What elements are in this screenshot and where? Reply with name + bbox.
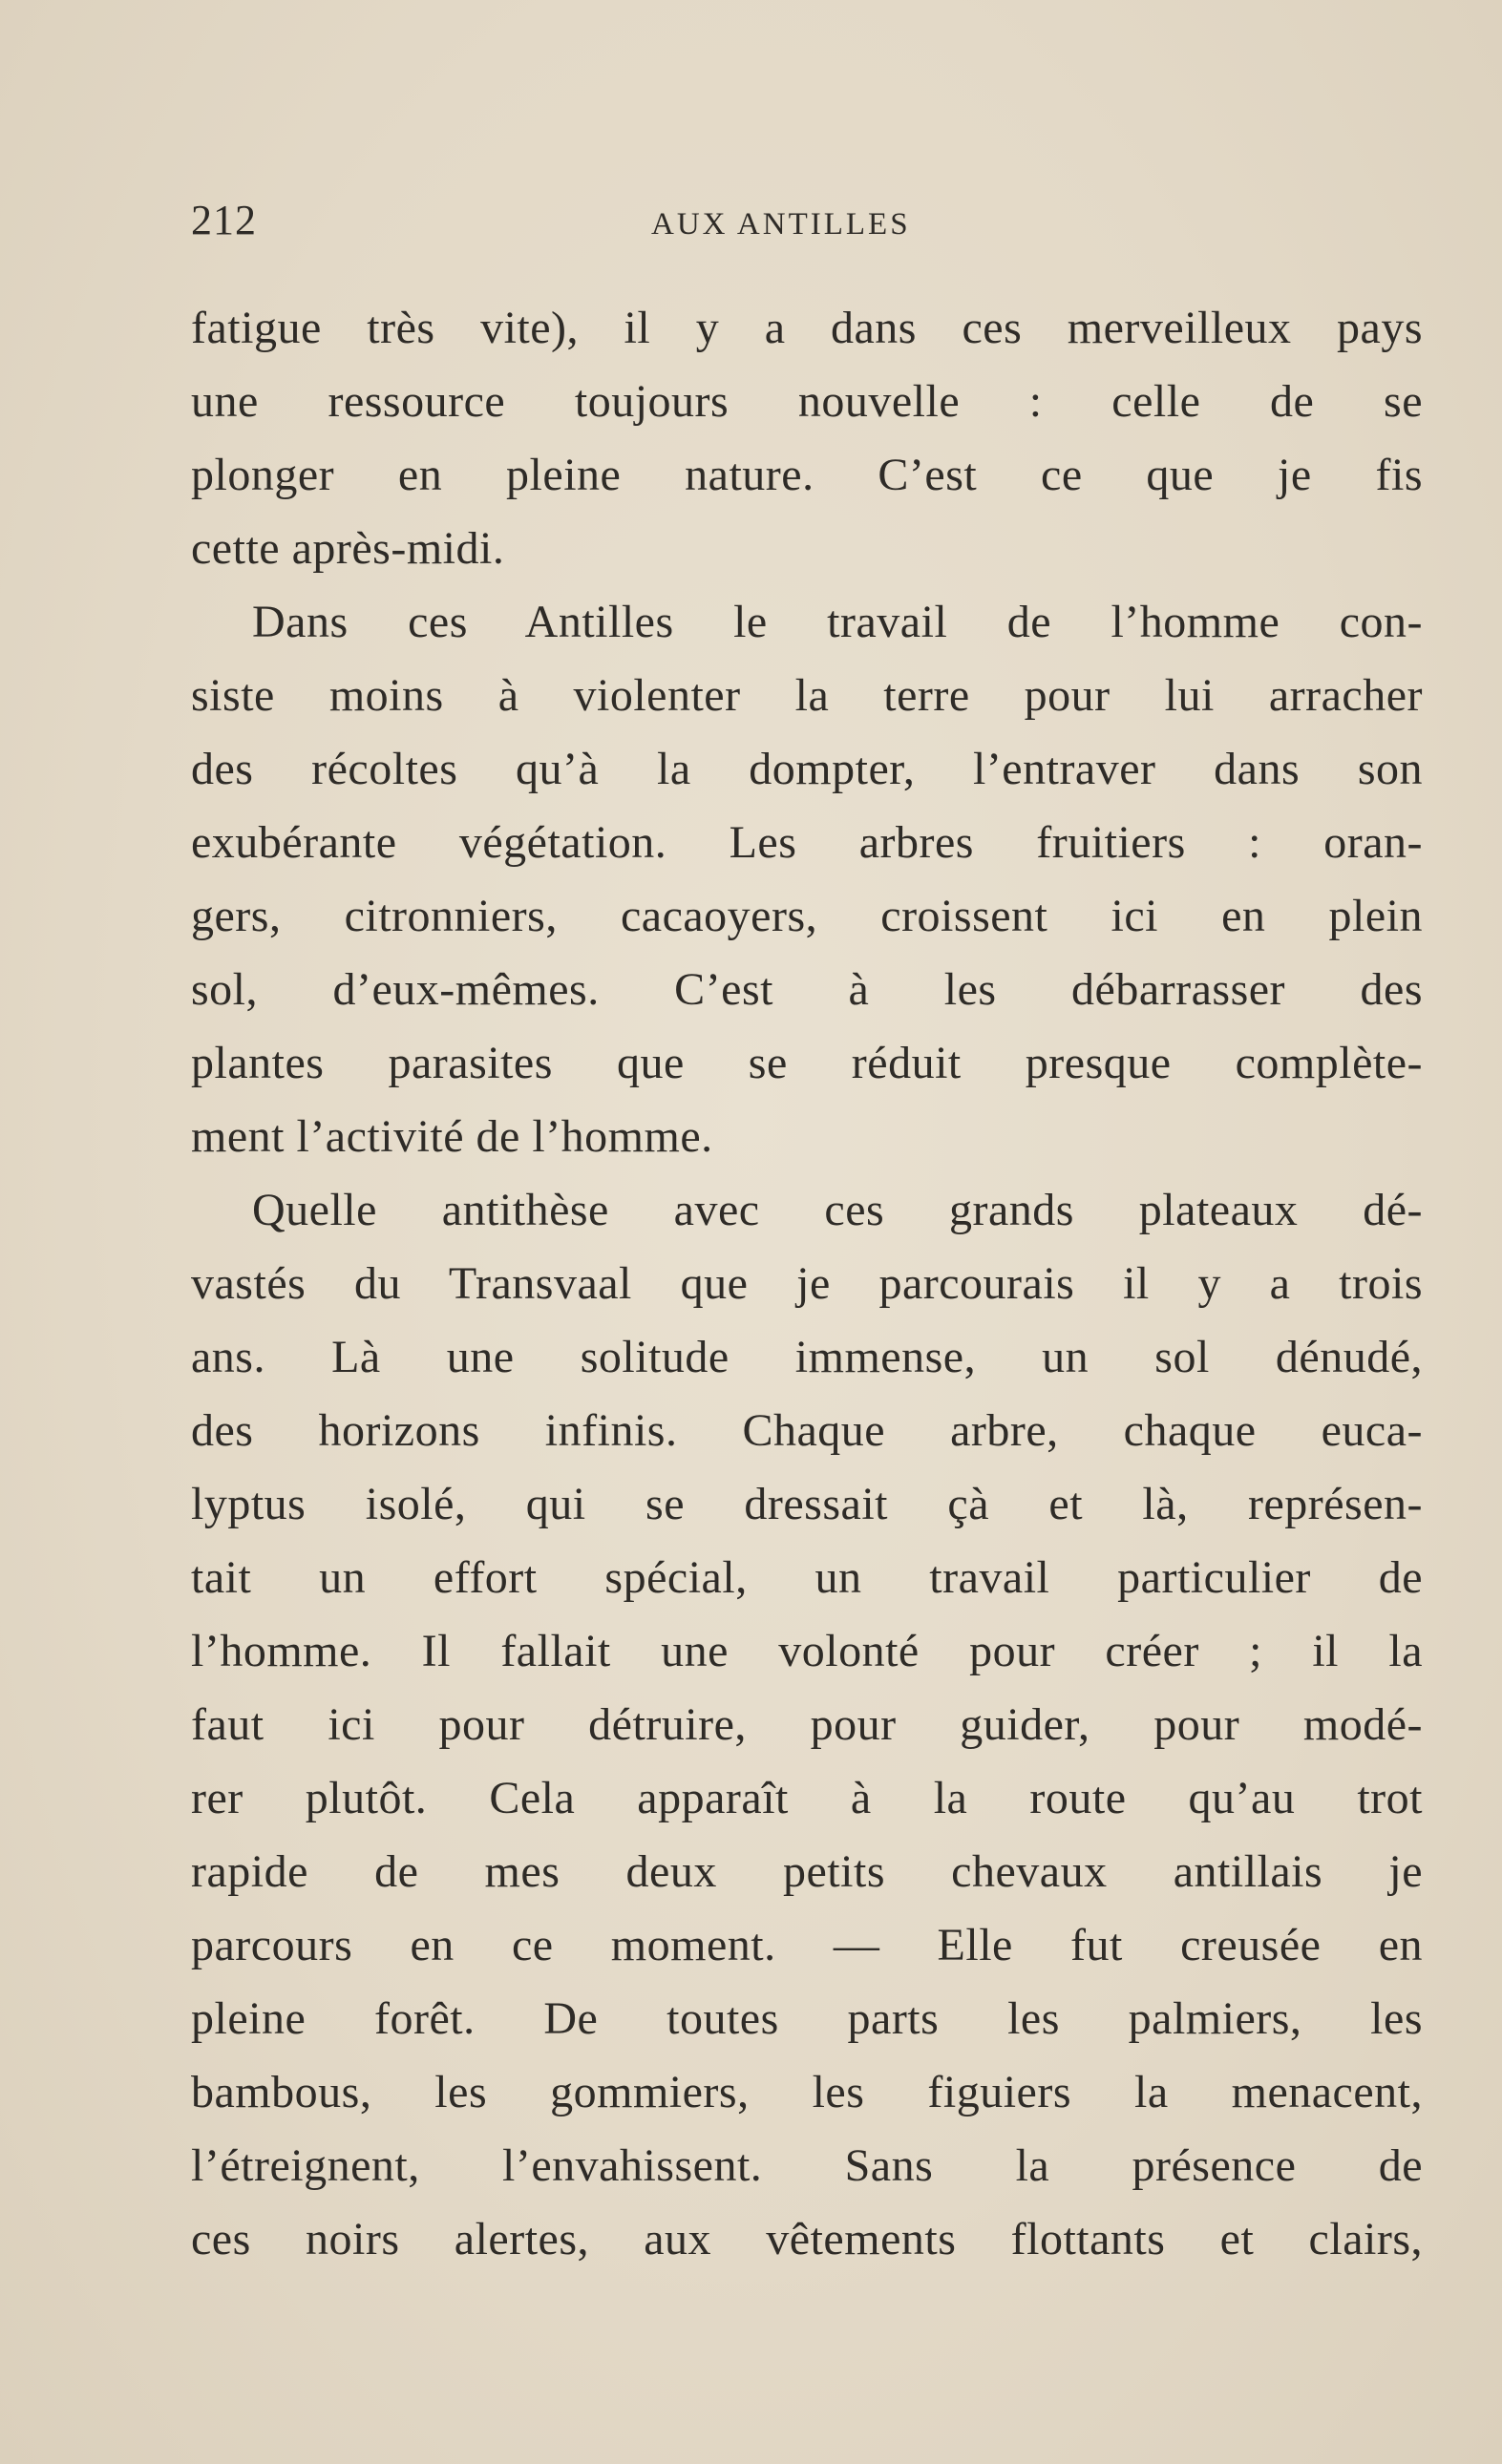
- text-line: ces noirs alertes, aux vêtements flottants et clairs,: [191, 2214, 1423, 2264]
- text-line: Quelle antithèse avec ces grands plateaux dé-: [252, 1185, 1423, 1235]
- text-line: parcours en ce moment. — Elle fut creusée en: [191, 1920, 1423, 1970]
- text-line: cette après-midi.: [191, 523, 505, 574]
- page-number: 212: [191, 197, 257, 243]
- text-line: plonger en pleine nature. C’est ce que je fis: [191, 450, 1423, 500]
- text-line: l’homme. Il fallait une volonté pour créer ; il la: [191, 1626, 1423, 1676]
- text-line: des récoltes qu’à la dompter, l’entraver dans son: [191, 744, 1423, 794]
- text-line: tait un effort spécial, un travail particulier de: [191, 1552, 1423, 1603]
- text-line: exubérante végétation. Les arbres fruitiers : oran-: [191, 817, 1423, 868]
- text-line: l’étreignent, l’envahissent. Sans la présence de: [191, 2140, 1423, 2191]
- page-header: [191, 196, 1432, 253]
- text-line: lyptus isolé, qui se dressait çà et là, représen-: [191, 1479, 1423, 1529]
- text-line: ans. Là une solitude immense, un sol dénudé,: [191, 1332, 1423, 1382]
- text-line: gers, citronniers, cacaoyers, croissent ici en plein: [191, 891, 1423, 941]
- text-line: ment l’activité de l’homme.: [191, 1111, 713, 1162]
- running-title: AUX ANTILLES: [651, 207, 911, 242]
- text-line: rapide de mes deux petits chevaux antillais je: [191, 1846, 1423, 1897]
- text-line: des horizons infinis. Chaque arbre, chaque euca-: [191, 1405, 1423, 1456]
- text-line: une ressource toujours nouvelle : celle de se: [191, 376, 1423, 427]
- text-line: sol, d’eux-mêmes. C’est à les débarrasser des: [191, 964, 1423, 1015]
- text-line: vastés du Transvaal que je parcourais il y a trois: [191, 1258, 1423, 1309]
- text-line: rer plutôt. Cela apparaît à la route qu’au trot: [191, 1773, 1423, 1823]
- text-line: siste moins à violenter la terre pour lui arracher: [191, 670, 1423, 721]
- text-line: fatigue très vite), il y a dans ces merveilleux pays: [191, 303, 1423, 353]
- text-line: faut ici pour détruire, pour guider, pour modé-: [191, 1699, 1423, 1750]
- text-line: bambous, les gommiers, les figuiers la menacent,: [191, 2067, 1423, 2117]
- text-line: pleine forêt. De toutes parts les palmiers, les: [191, 1993, 1423, 2044]
- text-line: Dans ces Antilles le travail de l’homme con-: [252, 597, 1423, 647]
- body-text: [191, 291, 1423, 2276]
- text-line: plantes parasites que se réduit presque complète-: [191, 1038, 1423, 1088]
